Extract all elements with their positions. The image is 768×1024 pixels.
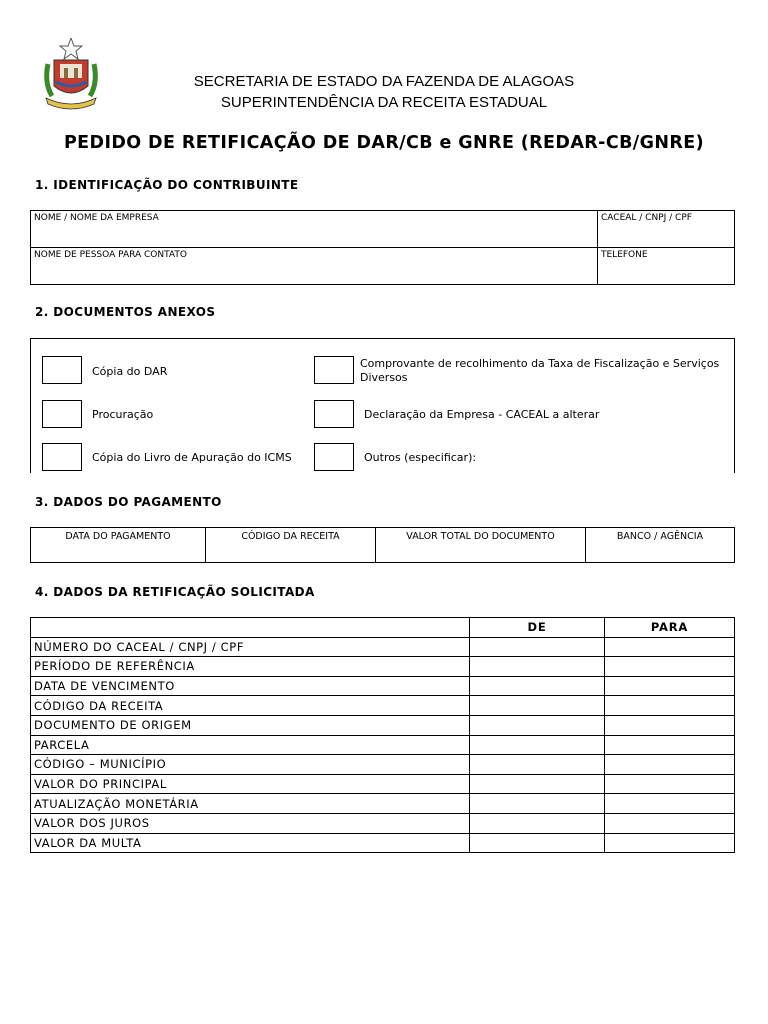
row-label: PERÍODO DE REFERÊNCIA bbox=[31, 657, 470, 677]
page-title: PEDIDO DE RETIFICAÇÃO DE DAR/CB e GNRE (REDAR-CB/GNRE) bbox=[63, 133, 705, 153]
para-cell[interactable] bbox=[605, 774, 735, 794]
payment-table bbox=[30, 527, 735, 563]
para-cell[interactable] bbox=[605, 833, 735, 853]
rectification-table bbox=[30, 617, 735, 853]
name-field[interactable] bbox=[31, 211, 598, 248]
caceal-field-label: CACEAL / CNPJ / CPF bbox=[601, 213, 692, 223]
de-cell[interactable] bbox=[470, 735, 605, 755]
table-row bbox=[31, 794, 735, 814]
section-2-heading: 2. DOCUMENTOS ANEXOS bbox=[35, 305, 216, 319]
checkbox-copia-dar[interactable] bbox=[42, 356, 82, 384]
label-procuracao: Procuração bbox=[92, 408, 154, 421]
bank-agency-field[interactable] bbox=[586, 528, 735, 563]
header-line-1: SECRETARIA DE ESTADO DA FAZENDA DE ALAGOAS bbox=[193, 73, 575, 90]
header-line-2: SUPERINTENDÊNCIA DA RECEITA ESTADUAL bbox=[220, 94, 548, 111]
de-cell[interactable] bbox=[470, 676, 605, 696]
checkbox-declaracao-empresa[interactable] bbox=[314, 400, 354, 428]
payment-date-label: DATA DO PAGAMENTO bbox=[65, 531, 171, 542]
de-cell[interactable] bbox=[470, 794, 605, 814]
phone-field[interactable] bbox=[598, 248, 735, 285]
name-field-label: NOME / NOME DA EMPRESA bbox=[34, 213, 159, 223]
column-de: DE bbox=[470, 618, 605, 638]
para-cell[interactable] bbox=[605, 676, 735, 696]
label-comprovante-taxa: Comprovante de recolhimento da Taxa de Fiscalização e Serviços Diversos bbox=[360, 357, 720, 384]
para-cell[interactable] bbox=[605, 715, 735, 735]
de-cell[interactable] bbox=[470, 813, 605, 833]
de-cell[interactable] bbox=[470, 715, 605, 735]
row-label: DATA DE VENCIMENTO bbox=[31, 676, 470, 696]
total-value-label: VALOR TOTAL DO DOCUMENTO bbox=[406, 531, 555, 542]
de-cell[interactable] bbox=[470, 657, 605, 677]
label-declaracao-empresa: Declaração da Empresa - CACEAL a alterar bbox=[364, 408, 600, 421]
contact-field-label: NOME DE PESSOA PARA CONTATO bbox=[34, 250, 187, 260]
para-cell[interactable] bbox=[605, 696, 735, 716]
row-label: ATUALIZAÇÃO MONETÁRIA bbox=[31, 794, 470, 814]
para-cell[interactable] bbox=[605, 657, 735, 677]
payment-date-field[interactable] bbox=[31, 528, 206, 563]
label-livro-icms: Cópia do Livro de Apuração do ICMS bbox=[92, 451, 292, 464]
column-para: PARA bbox=[605, 618, 735, 638]
checkbox-outros[interactable] bbox=[314, 443, 354, 471]
label-copia-dar: Cópia do DAR bbox=[92, 365, 168, 378]
de-cell[interactable] bbox=[470, 774, 605, 794]
table-row bbox=[31, 676, 735, 696]
total-value-field[interactable] bbox=[376, 528, 586, 563]
contact-field[interactable] bbox=[31, 248, 598, 285]
para-cell[interactable] bbox=[605, 813, 735, 833]
row-label: NÚMERO DO CACEAL / CNPJ / CPF bbox=[31, 637, 470, 657]
section-4-heading: 4. DADOS DA RETIFICAÇÃO SOLICITADA bbox=[35, 585, 315, 599]
checkbox-procuracao[interactable] bbox=[42, 400, 82, 428]
para-cell[interactable] bbox=[605, 735, 735, 755]
table-row bbox=[31, 696, 735, 716]
table-row bbox=[31, 657, 735, 677]
phone-field-label: TELEFONE bbox=[601, 250, 648, 260]
de-cell[interactable] bbox=[470, 755, 605, 775]
row-label: CÓDIGO DA RECEITA bbox=[31, 696, 470, 716]
table-row bbox=[31, 715, 735, 735]
row-label: VALOR DA MULTA bbox=[31, 833, 470, 853]
header-empty-cell bbox=[31, 618, 470, 638]
bank-agency-label: BANCO / AGÊNCIA bbox=[616, 531, 704, 542]
row-label: PARCELA bbox=[31, 735, 470, 755]
revenue-code-field[interactable] bbox=[206, 528, 376, 563]
label-outros: Outros (especificar): bbox=[364, 451, 477, 464]
section-3-heading: 3. DADOS DO PAGAMENTO bbox=[35, 495, 222, 509]
table-row bbox=[31, 755, 735, 775]
de-cell[interactable] bbox=[470, 833, 605, 853]
para-cell[interactable] bbox=[605, 755, 735, 775]
row-label: VALOR DOS JUROS bbox=[31, 813, 470, 833]
de-cell[interactable] bbox=[470, 696, 605, 716]
checkbox-livro-icms[interactable] bbox=[42, 443, 82, 471]
revenue-code-label: CÓDIGO DA RECEITA bbox=[241, 531, 340, 542]
table-row bbox=[31, 637, 735, 657]
section-1-heading: 1. IDENTIFICAÇÃO DO CONTRIBUINTE bbox=[35, 178, 299, 192]
contributor-table bbox=[30, 210, 735, 285]
table-row bbox=[31, 833, 735, 853]
caceal-field[interactable] bbox=[598, 211, 735, 248]
para-cell[interactable] bbox=[605, 794, 735, 814]
de-cell[interactable] bbox=[470, 637, 605, 657]
table-row bbox=[31, 735, 735, 755]
para-cell[interactable] bbox=[605, 637, 735, 657]
table-row bbox=[31, 774, 735, 794]
table-row bbox=[31, 813, 735, 833]
row-label: VALOR DO PRINCIPAL bbox=[31, 774, 470, 794]
row-label: CÓDIGO – MUNICÍPIO bbox=[31, 755, 470, 775]
row-label: DOCUMENTO DE ORIGEM bbox=[31, 715, 470, 735]
checkbox-comprovante-taxa[interactable] bbox=[314, 356, 354, 384]
